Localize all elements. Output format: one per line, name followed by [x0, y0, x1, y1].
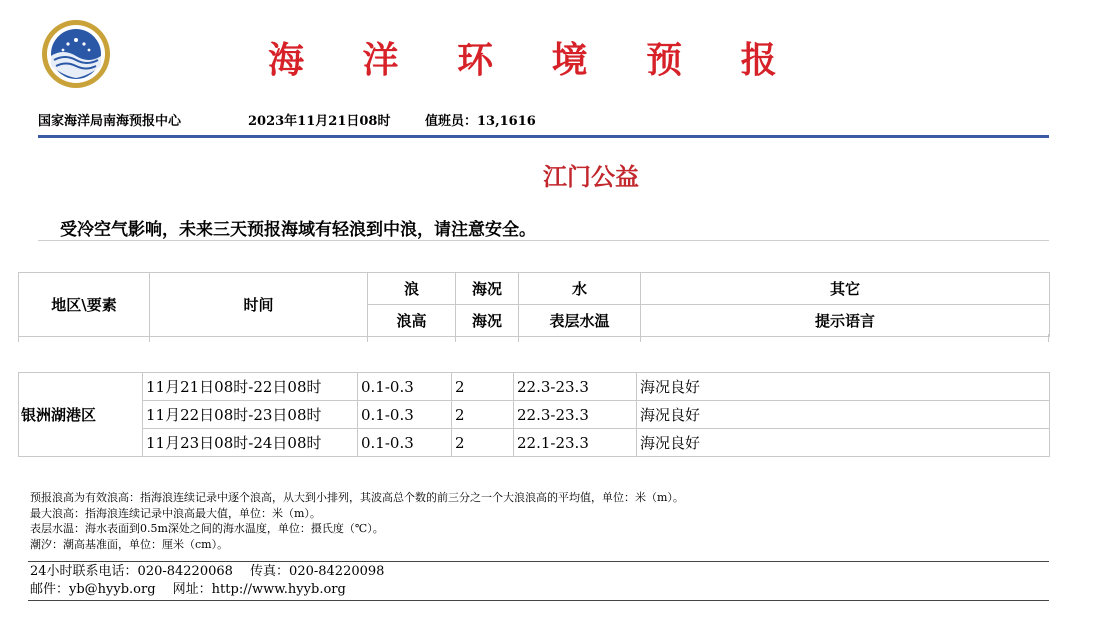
col-wave-height: 浪高: [368, 305, 456, 337]
row-wave: 0.1-0.3: [358, 429, 452, 457]
contact-email-web: 邮件：yb@hyyb.org 网址：http://www.hyyb.org: [30, 582, 346, 597]
col-area: 地区\要素: [19, 273, 150, 337]
col-sea-group: 海况: [456, 273, 519, 305]
col-water-temp: 表层水温: [519, 305, 641, 337]
row-hint: 海况良好: [637, 429, 1050, 457]
region-title: 江门公益: [543, 162, 639, 191]
row-hint: 海况良好: [637, 401, 1050, 429]
row-sea: 2: [452, 401, 514, 429]
table-header-tail: [18, 334, 1049, 342]
row-sea: 2: [452, 429, 514, 457]
row-temp: 22.1-23.3: [514, 429, 637, 457]
table-row: [19, 373, 1050, 401]
footnote: 预报浪高为有效浪高：指海浪连续记录中逐个浪高，从大到小排列，其波高总个数的前三分之一个大浪浪高的平均值，单位：米（m）。: [30, 491, 684, 504]
row-time: 11月22日08时-23日08时: [143, 401, 358, 429]
row-hint: 海况良好: [637, 373, 1050, 401]
forecast-table: [18, 372, 1050, 457]
row-time: 11月21日08时-22日08时: [143, 373, 358, 401]
footnote: 最大浪高：指海浪连续记录中浪高最大值，单位：米（m）。: [30, 506, 321, 520]
ocean-administration-logo: [38, 18, 114, 90]
issue-time: 2023年11月21日08时: [248, 114, 391, 129]
area-name: 银洲湖港区: [19, 373, 143, 457]
col-sea-state: 海况: [456, 305, 519, 337]
table-row: [19, 401, 1050, 429]
contact-divider-top: [28, 561, 1049, 562]
row-temp: 22.3-23.3: [514, 401, 637, 429]
row-wave: 0.1-0.3: [358, 401, 452, 429]
col-hint: 提示语言: [641, 305, 1050, 337]
col-time: 时间: [150, 273, 368, 337]
header-divider: [38, 135, 1049, 138]
forecast-table-header: [18, 272, 1050, 337]
col-wave-group: 浪: [368, 273, 456, 305]
row-time: 11月23日08时-24日08时: [143, 429, 358, 457]
forecast-notice: 受冷空气影响，未来三天预报海域有轻浪到中浪，请注意安全。: [60, 220, 536, 240]
col-water-group: 水: [519, 273, 641, 305]
issuer-line: [38, 110, 536, 129]
footnotes: [30, 490, 684, 552]
col-other-group: 其它: [641, 273, 1050, 305]
contact-phone-fax: 24小时联系电话：020-84220068 传真：020-84220098: [30, 564, 385, 579]
contact-divider-bottom: [28, 600, 1049, 601]
row-temp: 22.3-23.3: [514, 373, 637, 401]
main-title: 海 洋 环 境 预 报: [268, 39, 800, 81]
footnote: 潮汐：潮高基准面，单位：厘米（cm）。: [30, 537, 229, 551]
row-wave: 0.1-0.3: [358, 373, 452, 401]
row-sea: 2: [452, 373, 514, 401]
org-name: 国家海洋局南海预报中心: [38, 114, 182, 129]
table-row: [19, 429, 1050, 457]
duty-officer: 值班员：13,1616: [425, 114, 536, 129]
notice-divider: [38, 240, 1049, 241]
footnote: 表层水温：海水表面到0.5m深处之间的海水温度，单位：摄氏度（℃）。: [30, 522, 384, 535]
